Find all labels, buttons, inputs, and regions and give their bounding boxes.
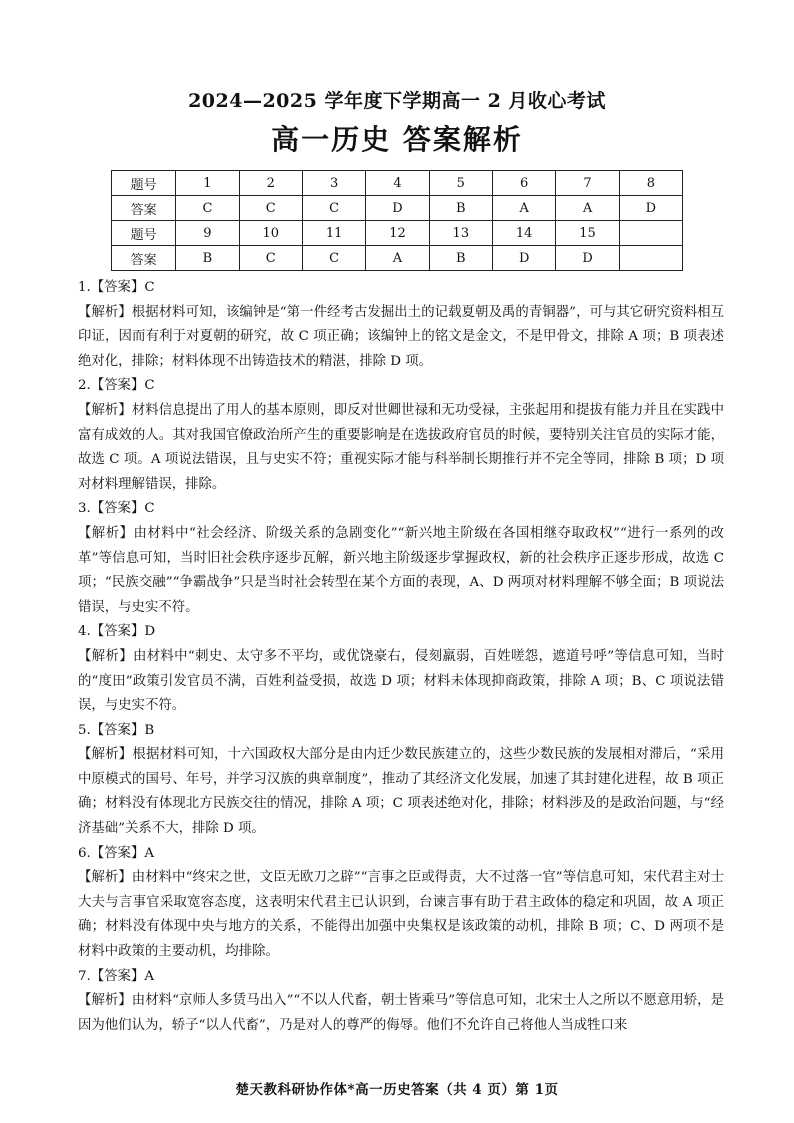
answer-line-q3: 3.【答案】C	[78, 501, 155, 517]
answer-line-q1: 1.【答案】C	[78, 280, 155, 295]
answer-line-q2: 2.【答案】C	[78, 378, 155, 394]
explanation-q3: 【解析】由材料中“社会经济、阶级关系的急剧变化”“新兴地主阶级在各国相继夺取政权”“进行一系列的改革”等信息可知，当时旧社会秩序逐步瓦解，新兴地主阶级逐步掌握政权，新的社会秩序正逐步形成，故选 C 项；“民族交融”“争霸战争”只是当时社会转型在某个方面的表现，A、D 两项对材料理解不够全面；B 项说法错误，与史实不符。	[78, 525, 724, 615]
table-cell: A	[493, 196, 556, 221]
table-cell: 1	[176, 171, 239, 196]
table-cell: 2	[239, 171, 302, 196]
table-cell: 7	[556, 171, 619, 196]
table-cell: 10	[239, 221, 302, 246]
answer-table	[111, 170, 683, 271]
table-cell: B	[176, 246, 239, 271]
table-cell	[619, 221, 682, 246]
explanation-q5: 【解析】根据材料可知，十六国政权大部分是由内迁少数民族建立的，这些少数民族的发展相对滞后，“采用中原模式的国号、年号，并学习汉族的典章制度”，推动了其经济文化发展，加速了其封建化进程，故 B 项正确；材料没有体现北方民族交往的情况，排除 A 项；C 项表述绝对化，排除；材料涉及的是政治问题，与“经济基础”关系不大，排除 D 项。	[78, 747, 724, 837]
table-cell: A	[556, 196, 619, 221]
table-cell: 5	[429, 171, 492, 196]
table-cell: 题号	[112, 221, 176, 246]
explanation-q7: 【解析】由材料“京师人多赁马出入”“不以人代畜，朝士皆乘马”等信息可知，北宋士人之所以不愿意用轿，是因为他们认为，轿子“以人代畜”，乃是对人的尊严的侮辱。他们不允许自己将他人当成牲口来	[78, 993, 724, 1033]
table-cell: 答案	[112, 246, 176, 271]
table-cell: B	[429, 196, 492, 221]
explanation-q4: 【解析】由材料中“刺史、太守多不平均，或优饶豪右，侵刻羸弱，百姓嗟怨，遮道号呼”等信息可知，当时的“度田”政策引发官员不满，百姓利益受损，故选 D 项；材料未体现抑商政策，排除 A 项；B、C 项说法错误，与史实不符。	[78, 648, 724, 714]
table-cell: C	[239, 246, 302, 271]
table-cell: C	[239, 196, 302, 221]
table-cell: 3	[302, 171, 365, 196]
table-cell: B	[429, 246, 492, 271]
table-cell: 14	[493, 221, 556, 246]
explanation-q6: 【解析】由材料中“终宋之世，文臣无欧刀之辟”“言事之臣或得责，大不过落一官”等信息可知，宋代君主对士大夫与言事官采取宽容态度，这表明宋代君主已认识到，台谏言事有助于君主政体的稳定和巩固，故 A 项正确；材料没有体现中央与地方的关系，不能得出加强中央集权是该政策的动机，排除 B 项；C、D 两项不是材料中政策的主要动机，均排除。	[78, 870, 724, 960]
table-row	[112, 221, 683, 246]
table-cell: A	[366, 246, 429, 271]
table-cell: 6	[493, 171, 556, 196]
table-cell: 8	[619, 171, 682, 196]
table-cell: 答案	[112, 196, 176, 221]
table-cell: D	[556, 246, 619, 271]
table-cell: D	[366, 196, 429, 221]
answer-explanations	[78, 276, 724, 1038]
table-cell: 13	[429, 221, 492, 246]
document-title: 高一历史 答案解析	[271, 123, 523, 156]
table-row	[112, 171, 683, 196]
table-cell: D	[493, 246, 556, 271]
table-row	[112, 196, 683, 221]
explanation-q2: 【解析】材料信息提出了用人的基本原则，即反对世卿世禄和无功受禄，主张起用和提拔有能力并且在实践中富有成效的人。其对我国官僚政治所产生的重要影响是在选拔政府官员的时候，要特别关注官员的实际才能，故选 C 项。A 项说法错误，且与史实不符；重视实际才能与科举制长期推行并不完全等同，排除 B 项；D 项对材料理解错误，排除。	[78, 402, 724, 492]
page-footer: 楚天教科研协作体*高一历史答案（共 4 页）第 1页	[235, 1082, 559, 1098]
table-cell: 4	[366, 171, 429, 196]
table-cell: D	[619, 196, 682, 221]
table-cell: C	[302, 246, 365, 271]
table-cell: 11	[302, 221, 365, 246]
table-cell: C	[302, 196, 365, 221]
table-cell: 题号	[112, 171, 176, 196]
answer-line-q4: 4.【答案】D	[78, 624, 156, 640]
exam-title: 2024—2025 学年度下学期高一 2 月收心考试	[188, 90, 606, 112]
answer-line-q6: 6.【答案】A	[78, 845, 155, 861]
table-cell: 9	[176, 221, 239, 246]
explanation-q1: 【解析】根据材料可知，该编钟是“第一件经考古发掘出土的记载夏朝及禹的青铜器”，可与其它研究资料相互印证，因而有利于对夏朝的研究，故 C 项正确；该编钟上的铭文是金文，不是甲骨文，排除 A 项；B 项表述绝对化，排除；材料体现不出铸造技术的精湛，排除 D 项。	[78, 304, 724, 369]
answer-line-q7: 7.【答案】A	[78, 968, 155, 984]
table-cell: C	[176, 196, 239, 221]
answer-line-q5: 5.【答案】B	[78, 722, 155, 738]
table-cell: 12	[366, 221, 429, 246]
table-cell	[619, 246, 682, 271]
table-cell: 15	[556, 221, 619, 246]
table-row	[112, 246, 683, 271]
